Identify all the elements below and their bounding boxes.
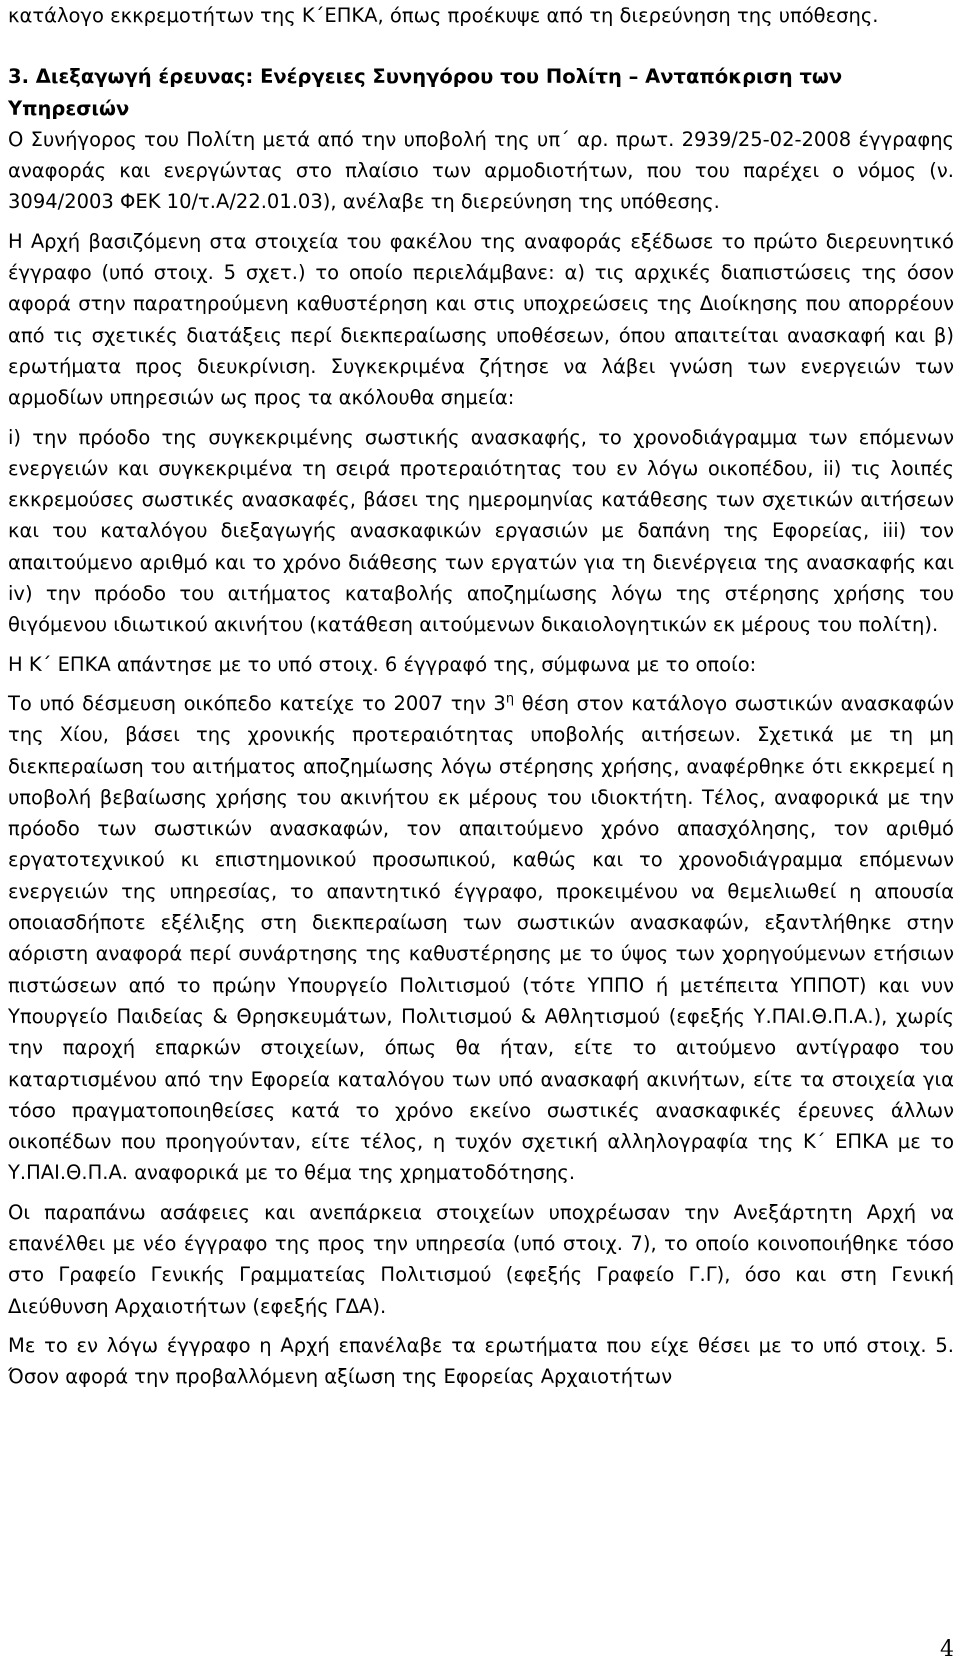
ordinal-superscript: η	[505, 691, 515, 707]
paragraph-ranking	[8, 688, 954, 1189]
paragraph-inquiry-points: i) την πρόοδο της συγκεκριμένης σωστικής ανασκαφής, το χρονοδιάγραμμα των επόμενων ενεργειών και συγκεκριμένα τη σειρά προτεραιότητας του εν λόγω οικοπέδου, ii) τις λοιπές εκκρεμούσες σωστικές ανασκαφές, βάσει της ημερομηνίας κατάθεσης των σχετικών αιτήσεων και του καταλόγου διεξαγωγής ανασκαφικών εργασιών με δαπάνη της Εφορείας, iii) τον απαιτούμενο αριθμό και το χρόνο διάθεσης των εργατών για τη διενέργεια της ανασκαφής και iv) την πρόοδο του αιτήματος καταβολής αποζημίωσης λόγω της στέρησης χρήσης του θιγόμενου ιδιωτικού ακινήτου (κατάθεση αιτούμενων δικαιολογητικών εκ μέρους του πολίτη).	[8, 425, 954, 637]
ranking-text-start: Το υπό δέσμευση οικόπεδο κατείχε το 2007 την 3	[8, 691, 506, 715]
document-page	[8, 0, 954, 1392]
section-heading: 3. Διεξαγωγή έρευνας: Ενέργειες Συνηγόρου του Πολίτη – Ανταπόκριση των Υπηρεσιών	[8, 65, 843, 120]
paragraph-complaint: Ο Συνήγορος του Πολίτη μετά από την υποβολή της υπ΄ αρ. πρωτ. 2939/25-02-2008 έγγραφης αναφοράς και ενεργώντας στο πλαίσιο των αρμοδιοτήτων, που του παρέχει ο νόμος (ν. 3094/2003 ΦΕΚ 10/τ.Α/22.01.03), ανέλαβε τη διερεύνηση της υπόθεσης.	[8, 127, 954, 214]
page-number: 4	[940, 1637, 954, 1662]
paragraph-second-inquiry: Οι παραπάνω ασάφειες και ανεπάρκεια στοιχείων υποχρέωσαν την Ανεξάρτητη Αρχή να επανέλθει με νέο έγγραφο της προς την υπηρεσία (υπό στοιχ. 7), το οποίο κοινοποιήθηκε τόσο στο Γραφείο Γενικής Γραμματείας Πολιτισμού (εφεξής Γραφείο Γ.Γ), όσο και στη Γενική Διεύθυνση Αρχαιοτήτων (εφεξής ΓΔΑ).	[8, 1200, 954, 1318]
paragraph-repeated-questions: Με το εν λόγω έγγραφο η Αρχή επανέλαβε τα ερωτήματα που είχε θέσει με το υπό στοιχ. 5. Όσον αφορά την προβαλλόμενη αξίωση της Εφορείας Αρχαιοτήτων	[8, 1333, 954, 1389]
intro-continuation: κατάλογο εκκρεμοτήτων της Κ΄ΕΠΚΑ, όπως προέκυψε από τη διερεύνηση της υπόθεσης.	[8, 4, 879, 27]
paragraph-first-inquiry: Η Αρχή βασιζόμενη στα στοιχεία του φακέλου της αναφοράς εξέδωσε το πρώτο διερευνητικό έγγραφο (υπό στοιχ. 5 σχετ.) το οποίο περιελάμβανε: α) τις αρχικές διαπιστώσεις της όσον αφορά στην παρατηρούμενη καθυστέρηση και στις υποχρεώσεις της Διοίκησης που απορρέουν από τις σχετικές διατάξεις περί διεκπεραίωσης υποθέσεων, όπου απαιτείται ανασκαφή και β) ερωτήματα προς διευκρίνιση. Συγκεκριμένα ζήτησε να λάβει γνώση των ενεργειών των αρμοδίων υπηρεσιών ως προς τα ακόλουθα σημεία:	[8, 229, 954, 410]
paragraph-epka-reply: Η Κ΄ ΕΠΚΑ απάντησε με το υπό στοιχ. 6 έγγραφό της, σύμφωνα με το οποίο:	[8, 652, 757, 676]
ranking-text-rest: θέση στον κατάλογο σωστικών ανασκαφών της Χίου, βάσει της χρονικής προτεραιότητας υποβολής αιτήσεων. Σχετικά με τη μη διεκπεραίωση του αιτήματος αποζημίωσης λόγω στέρησης χρήσης, αναφέρθηκε ότι εκκρεμεί η υποβολή βεβαίωσης χρήσης του ακινήτου εκ μέρους του ιδιοκτήτη. Τέλος, αναφορικά με την πρόοδο των σωστικών ανασκαφών, τον απαιτούμενο χρόνο απασχόλησης, τον αριθμό εργατοτεχνικού κι επιστημονικού προσωπικού, καθώς και το χρονοδιάγραμμα επόμενων ενεργειών της υπηρεσίας, το απαντητικό έγγραφο, προκειμένου να θεμελιωθεί η απουσία οποιασδήποτε εξέλιξης στη διεκπεραίωση των σωστικών ανασκαφών, εξαντλήθηκε στην αόριστη αναφορά περί συνάρτησης της καθυστέρησης με το ύψος των χορηγούμενων ετήσιων πιστώσεων από το πρώην Υπουργείο Πολιτισμού (τότε ΥΠΠΟ ή μετέπειτα ΥΠΠΟΤ) και νυν Υπουργείο Παιδείας & Θρησκευμάτων, Πολιτισμού & Αθλητισμού (εφεξής Υ.ΠΑΙ.Θ.Π.Α.), χωρίς την παροχή επαρκών στοιχείων, όπως θα ήταν, είτε το αιτούμενο αντίγραφο του καταρτισμένου από την Εφορεία καταλόγου των υπό ανασκαφή ακινήτων, είτε τα στοιχεία για τόσο πραγματοποιηθείσες κατά το χρόνο εκείνο σωστικές ανασκαφικές έρευνες άλλων οικοπέδων που προηγούνταν, είτε τέλος, η τυχόν σχετική αλληλογραφία της Κ΄ ΕΠΚΑ με το Υ.ΠΑΙ.Θ.Π.Α. αναφορικά με το θέμα της χρηματοδότησης.	[8, 691, 954, 1185]
